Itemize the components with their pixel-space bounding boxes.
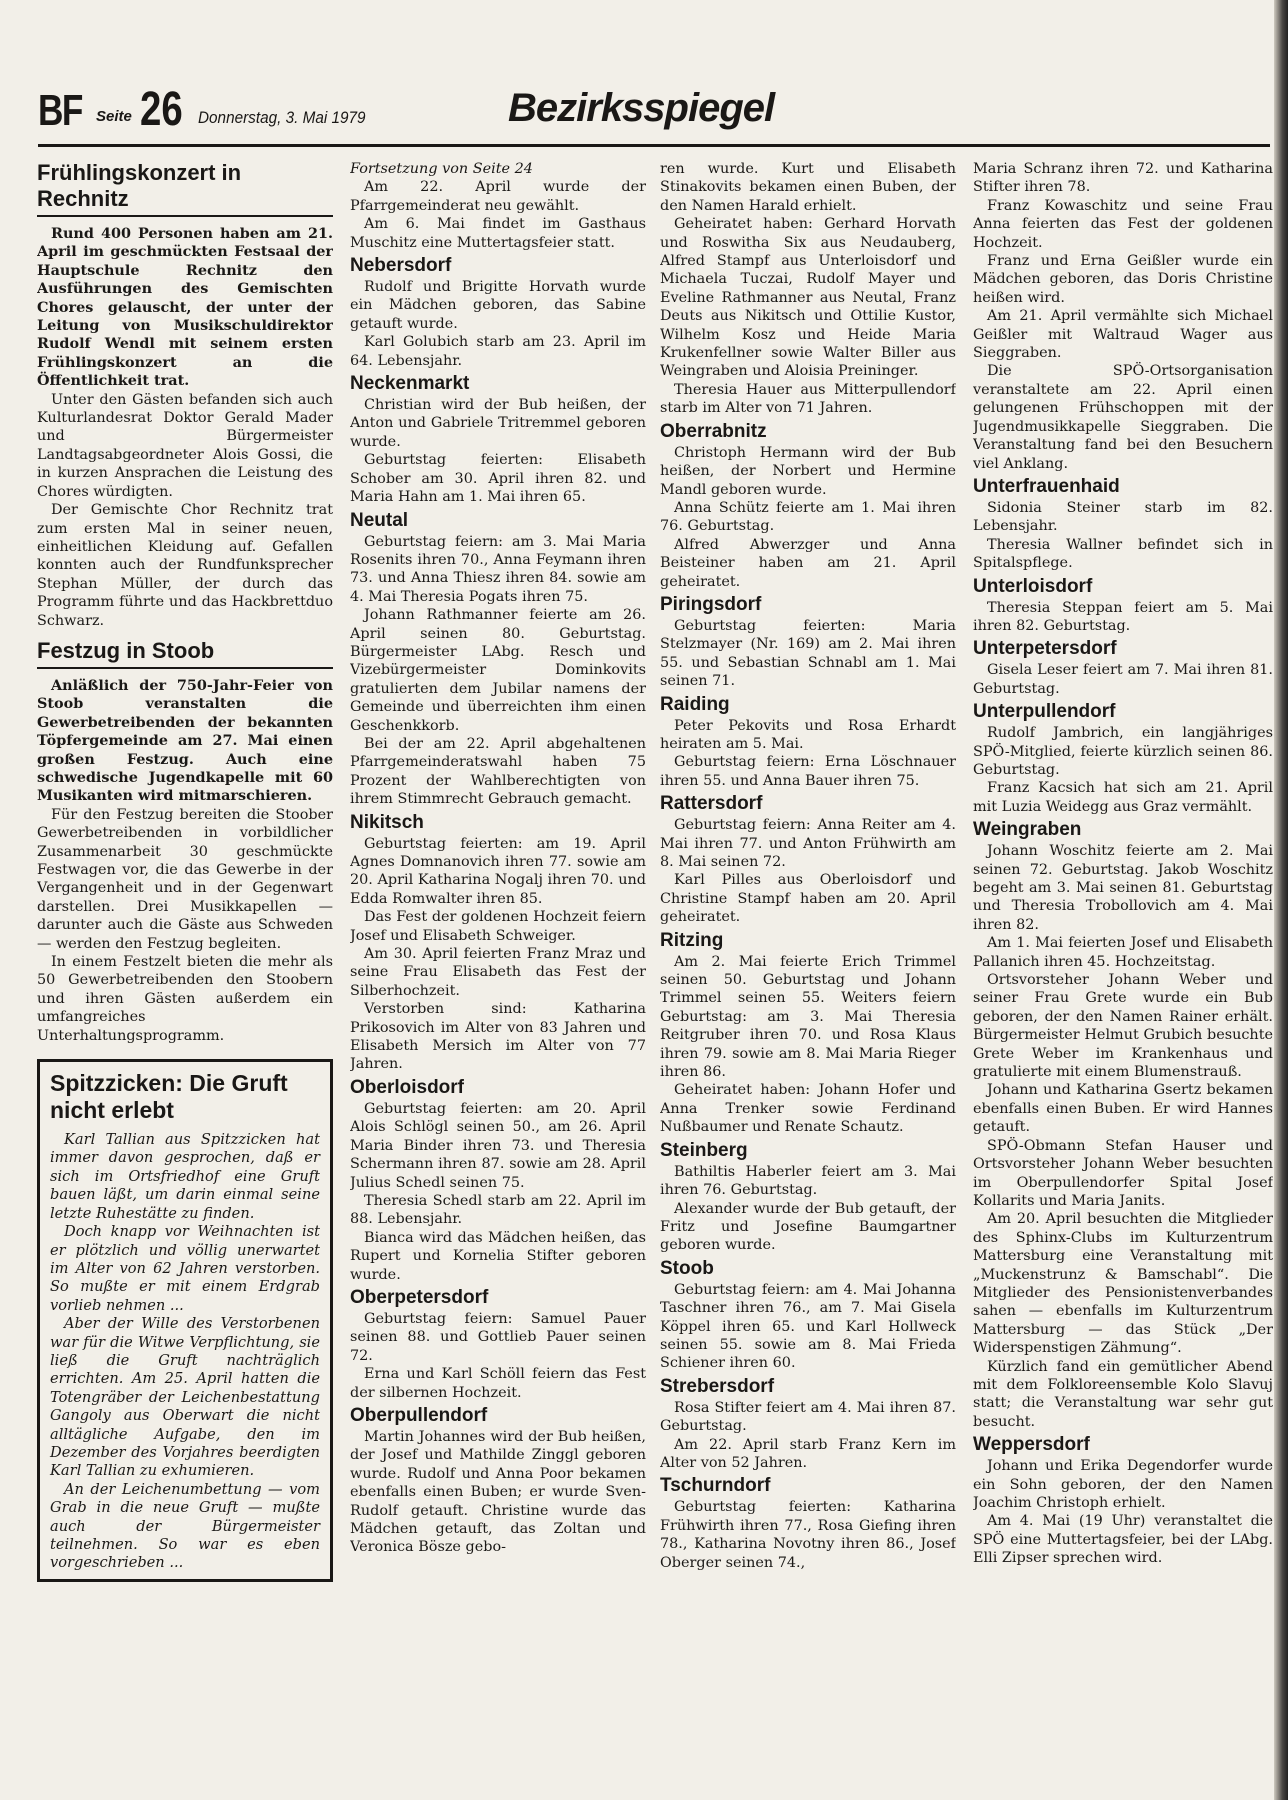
paragraph: Rudolf Jambrich, ein langjähriges SPÖ-Mitglied, feierte kürzlich seinen 86. Geburtstag. bbox=[973, 725, 1273, 778]
paragraph: Bathiltis Haberler feiert am 3. Mai ihren 76. Geburtstag. bbox=[660, 1163, 956, 1199]
paragraph: Geburtstag feierten: am 19. April Agnes Domnanovich ihren 77. sowie am 20. April Katharina Nogalj ihren 70. und Edda Romwalter ihren 85. bbox=[350, 835, 646, 907]
paragraph: Am 22. April starb Franz Kern im Alter von 52 Jahren. bbox=[660, 1436, 956, 1471]
locality-heading: Neutal bbox=[350, 509, 409, 531]
locality-heading: Nikitsch bbox=[350, 811, 424, 833]
paragraph: Karl Golubich starb am 23. April im 64. Lebensjahr. bbox=[350, 334, 646, 369]
paragraph: Franz und Erna Geißler wurde ein Mädchen geboren, das Doris Christine heißen wird. bbox=[973, 253, 1273, 306]
locality-heading: Raiding bbox=[660, 693, 730, 715]
paragraph: Bei der am 22. April abgehaltenen Pfarrgemeinderatswahl haben 75 Prozent der Wahlberechtigten von ihrem Stimmrecht Gebrauch gemacht. bbox=[350, 735, 646, 808]
paragraph: Bianca wird das Mädchen heißen, das Rupert und Kornelia Stifter geboren wurde. bbox=[350, 1229, 646, 1283]
column-3-articles bbox=[660, 160, 956, 1572]
column-1 bbox=[37, 160, 333, 1750]
paragraph: Die SPÖ-Ortsorganisation veranstaltete am 22. April einen gelungenen Frühschoppen mit der Jugendmusikkapelle Sieggraben. Die Veranstaltung fand bei den Besuchern viel Anklang. bbox=[973, 363, 1273, 472]
paragraph: Theresia Hauer aus Mitterpullendorf starb im Alter von 71 Jahren. bbox=[660, 381, 956, 417]
locality-heading: Tschurndorf bbox=[660, 1475, 771, 1497]
paragraph: Rosa Stifter feiert am 4. Mai ihren 87. Geburtstag. bbox=[660, 1399, 956, 1435]
lead-paragraph: Anläßlich der 750-Jahr-Feier von Stoob veranstalten die Gewerbetreibenden der bekannten Töpfergemeinde am 27. Mai einen großen Festzug. Auch eine schwedische Jugendkapelle mit 60 Musikanten wird mitmarschieren. bbox=[37, 676, 333, 805]
locality-heading: Oberpetersdorf bbox=[350, 1286, 489, 1308]
paragraph: Martin Johannes wird der Bub heißen, der Josef und Mathilde Zinggl geboren wurde. Rudolf und Anna Poor bekamen ebenfalls einen Buben; er wurde Sven-Rudolf getauft. Christine wurde das Mädchen getauft, das Zoltan und Veronica Bösze gebo- bbox=[350, 1428, 646, 1556]
lead-paragraph: Rund 400 Personen haben am 21. April im geschmückten Festsaal der Hauptschule Rechnitz den Ausführungen des Gemischten Chores gelauscht, der unter der Leitung von Musikschuldirektor Rudolf Wendl mit seinem ersten Frühlingskonzert an die Öffentlichkeit trat. bbox=[37, 225, 333, 390]
paragraph: Anna Schütz feierte am 1. Mai ihren 76. Geburtstag. bbox=[660, 499, 956, 535]
paragraph: Verstorben sind: Katharina Prikosovich im Alter von 83 Jahren und Elisabeth Mersich im Alter von 77 Jahren. bbox=[350, 1001, 646, 1073]
paragraph: In einem Festzelt bieten die mehr als 50 Gewerbetreibenden den Stoobern und ihren Gästen außerdem ein umfangreiches Unterhaltungsprogramm. bbox=[37, 954, 333, 1044]
boxed-article bbox=[37, 1059, 333, 1582]
locality-heading: Oberrabnitz bbox=[660, 420, 767, 442]
paragraph: Das Fest der goldenen Hochzeit feiern Josef und Elisabeth Schweiger. bbox=[350, 909, 646, 944]
paragraph: Geburtstag feiern: Erna Löschnauer ihren 55. und Anna Bauer ihren 75. bbox=[660, 754, 956, 789]
paragraph: Theresia Schedl starb am 22. April im 88. Lebensjahr. bbox=[350, 1192, 646, 1228]
column-3 bbox=[660, 160, 956, 1750]
locality-heading: Oberloisdorf bbox=[350, 1076, 465, 1098]
page-label: Seite bbox=[96, 108, 132, 125]
paragraph: Geburtstag feiern: am 3. Mai Maria Rosenits ihren 70., Anna Feymann ihren 73. und Anna Thiesz ihren 84. sowie am 4. Mai Theresia Pogats ihren 75. bbox=[350, 533, 646, 605]
locality-heading: Unterpullendorf bbox=[973, 701, 1116, 723]
paragraph: Johann und Erika Degendorfer wurde ein Sohn geboren, der den Namen Joachim Christoph erhielt. bbox=[973, 1458, 1273, 1511]
paragraph: Am 6. Mai findet im Gasthaus Muschitz eine Muttertagsfeier statt. bbox=[350, 216, 646, 251]
locality-heading: Piringsdorf bbox=[660, 593, 762, 615]
article-headline: Festzug in Stoob bbox=[37, 638, 333, 669]
boxed-paragraph: Aber der Wille des Verstorbenen war für die Witwe Verpflichtung, sie ließ die Gruft nachträglich errichten. Am 25. April hatten die Totengräber der Leichenbestattung Gangoly aus Oberwart die nicht alltägliche Aufgabe, den im Dezember des Vorjahres beerdigten Karl Tallian zu exhumieren. bbox=[50, 1315, 320, 1480]
paragraph: Am 4. Mai (19 Uhr) veranstaltet die SPÖ eine Muttertagsfeier, bei der LAbg. Elli Zipser sprechen wird. bbox=[973, 1513, 1273, 1567]
column-2-articles bbox=[350, 160, 646, 1557]
section-title: Bezirksspiegel bbox=[508, 86, 775, 130]
locality-heading: Stoob bbox=[660, 1257, 714, 1279]
paragraph: Für den Festzug bereiten die Stoober Gewerbetreibenden in vorbildlicher Zusammenarbeit 30 geschmückte Festwagen vor, die das Gewerbe in der Vergangenheit und in der Gegenwart darstellen. Drei Musikkapellen — darunter auch die Gäste aus Schweden — werden den Festzug begleiten. bbox=[37, 806, 333, 952]
article-headline: Frühlingskonzert in Rechnitz bbox=[37, 160, 333, 217]
paragraph: Am 21. April vermählte sich Michael Geißler mit Waltraud Wager aus Sieggraben. bbox=[973, 308, 1273, 362]
locality-heading: Unterloisdorf bbox=[973, 575, 1093, 597]
boxed-article-title: Spitzzicken: Die Gruft nicht erlebt bbox=[50, 1070, 288, 1124]
paragraph: Alfred Abwerzger und Anna Beisteiner haben am 21. April geheiratet. bbox=[660, 536, 956, 590]
newspaper-logo: BF bbox=[38, 86, 82, 135]
paragraph: Rudolf und Brigitte Horvath wurde ein Mädchen geboren, das Sabine getauft wurde. bbox=[350, 279, 646, 332]
paragraph: SPÖ-Obmann Stefan Hauser und Ortsvorsteher Johann Weber besuchten im Oberpullendorfer Spital Josef Kollarits und Maria Janits. bbox=[973, 1137, 1273, 1209]
column-2 bbox=[350, 160, 646, 1750]
paragraph: Geburtstag feierten: Elisabeth Schober am 30. April ihren 82. und Maria Hahn am 1. Mai ihren 65. bbox=[350, 452, 646, 506]
locality-heading: Weingraben bbox=[973, 819, 1082, 841]
paragraph: ren wurde. Kurt und Elisabeth Stinakovits bekamen einen Buben, der den Namen Harald erhielt. bbox=[660, 161, 956, 214]
locality-heading: Steinberg bbox=[660, 1139, 748, 1161]
locality-heading: Nebersdorf bbox=[350, 255, 452, 277]
column-1-articles bbox=[37, 160, 333, 1045]
paragraph: Erna und Karl Schöll feiern das Fest der silbernen Hochzeit. bbox=[350, 1366, 646, 1401]
paragraph: Alexander wurde der Bub getauft, der Fritz und Josefine Baumgartner geboren wurde. bbox=[660, 1200, 956, 1254]
paragraph: Peter Pekovits und Rosa Erhardt heiraten am 5. Mai. bbox=[660, 717, 956, 752]
locality-heading: Neckenmarkt bbox=[350, 373, 470, 395]
paragraph: Am 1. Mai feierten Josef und Elisabeth Pallanich ihren 45. Hochzeitstag. bbox=[973, 935, 1273, 970]
paragraph: Geburtstag feiern: Samuel Pauer seinen 88. und Gottlieb Pauer seinen 72. bbox=[350, 1310, 646, 1364]
locality-heading: Ritzing bbox=[660, 929, 724, 951]
column-4-articles bbox=[973, 160, 1273, 1568]
locality-heading: Oberpullendorf bbox=[350, 1404, 488, 1426]
paragraph: Christoph Hermann wird der Bub heißen, der Norbert und Hermine Mandl geboren wurde. bbox=[660, 444, 956, 498]
paragraph: Theresia Wallner befindet sich in Spitalspflege. bbox=[973, 536, 1273, 572]
paragraph: Geburtstag feierten: Maria Stelzmayer (Nr. 169) am 2. Mai ihren 55. und Sebastian Schnabl am 1. Mai seinen 71. bbox=[660, 617, 956, 690]
paragraph: Theresia Steppan feiert am 5. Mai ihren 82. Geburtstag. bbox=[973, 599, 1273, 634]
locality-heading: Unterfrauenhaid bbox=[973, 475, 1120, 497]
paragraph: Geburtstag feierten: am 20. April Alois Schlögl seinen 50., am 26. April Maria Binder ihren 73. und Theresia Schermann ihren 87. sowie am 28. April Julius Schedl seinen 75. bbox=[350, 1100, 646, 1191]
boxed-paragraph: Karl Tallian aus Spitzzicken hat immer davon gesprochen, daß er sich im Ortsfriedhof eine Gruft bauen läßt, um darin einmal seine letzte Ruhestätte zu finden. bbox=[50, 1131, 320, 1222]
locality-heading: Strebersdorf bbox=[660, 1375, 775, 1397]
continuation-note: Fortsetzung von Seite 24 bbox=[350, 161, 533, 177]
column-4 bbox=[973, 160, 1273, 1750]
masthead bbox=[38, 82, 1270, 147]
locality-heading: Unterpetersdorf bbox=[973, 638, 1117, 660]
paragraph: Am 22. April wurde der Pfarrgemeinderat neu gewählt. bbox=[350, 179, 646, 214]
paragraph: Franz Kowaschitz und seine Frau Anna feierten das Fest der goldenen Hochzeit. bbox=[973, 197, 1273, 251]
paragraph: Geheiratet haben: Gerhard Horvath und Roswitha Six aus Neudauberg, Alfred Stampf aus Unterloisdorf und Michaela Tuczai, Rudolf Mayer und Eveline Rathmanner aus Neutal, Franz Deuts aus Nikitsch und Ottilie Kustor, Wilhelm Kosz und Heide Maria Krukenfellner sowie Walter Biller aus Weingraben und Aloisia Preininger. bbox=[660, 216, 956, 380]
paragraph: Geheiratet haben: Johann Hofer und Anna Trenker sowie Ferdinand Nußbaumer und Renate Schautz. bbox=[660, 1082, 956, 1136]
paragraph: Der Gemischte Chor Rechnitz trat zum ersten Mal in seiner neuen, einheitlichen Kleidung auf. Gefallen konnten auch der Rundfunksprecher Stephan Müller, der durch das Programm führte und das Hackbrettduo Schwarz. bbox=[37, 502, 333, 629]
paragraph: Unter den Gästen befanden sich auch Kulturlandesrat Doktor Gerald Mader und Bürgermeister Landtagsabgeordneter Alois Gossi, die in kurzen Ansprachen die Leistung des Chores würdigten. bbox=[37, 391, 333, 500]
boxed-paragraph: Doch knapp vor Weihnachten ist er plötzlich und völlig unerwartet im Alter von 62 Jahren verstorben. So mußte er mit einem Erdgrab vorlieb nehmen ... bbox=[50, 1223, 320, 1314]
paragraph: Kürzlich fand ein gemütlicher Abend mit dem Folkloreensemble Kolo Slavuj statt; die Veranstaltung war sehr gut besucht. bbox=[973, 1358, 1273, 1430]
locality-heading: Weppersdorf bbox=[973, 1434, 1090, 1456]
locality-heading: Rattersdorf bbox=[660, 793, 763, 815]
paragraph: Gisela Leser feiert am 7. Mai ihren 81. Geburtstag. bbox=[973, 662, 1273, 697]
paragraph: Johann Rathmanner feierte am 26. April seinen 80. Geburtstag. Bürgermeister LAbg. Resch und Vizebürgermeister Dominkovits gratulierten dem Jubilar namens der Gemeinde und überreichten ihm einen Geschenkkorb. bbox=[350, 607, 646, 734]
paragraph: Geburtstag feiern: Anna Reiter am 4. Mai ihren 77. und Anton Frühwirth am 8. Mai seinen 72. bbox=[660, 817, 956, 870]
page-gutter-shadow bbox=[1274, 0, 1288, 1800]
paragraph: Am 30. April feierten Franz Mraz und seine Frau Elisabeth das Fest der Silberhochzeit. bbox=[350, 946, 646, 999]
paragraph: Am 2. Mai feierte Erich Trimmel seinen 50. Geburtstag und Johann Trimmel seinen 55. Weiters feiern Geburtstag: am 3. Mai Theresia Reitgruber ihren 70. und Rosa Klaus ihren 79. sowie am 8. Mai Maria Rieger ihren 86. bbox=[660, 953, 956, 1081]
paragraph: Johann und Katharina Gsertz bekamen ebenfalls einen Buben. Er wird Hannes getauft. bbox=[973, 1082, 1273, 1136]
paragraph: Maria Schranz ihren 72. und Katharina Stifter ihren 78. bbox=[973, 161, 1273, 196]
paragraph: Am 20. April besuchten die Mitglieder des Sphinx-Clubs im Kulturzentrum Mattersburg eine Veranstaltung mit „Muckenstrunz & Bamschabl“. Die Mitglieder des Pensionistenverbandes sahen — ebenfalls im Kulturzentrum Mattersburg — das Stück „Der Widerspenstigen Zähmung“. bbox=[973, 1211, 1273, 1357]
paragraph: Sidonia Steiner starb im 82. Lebensjahr. bbox=[973, 499, 1273, 535]
paragraph: Karl Pilles aus Oberloisdorf und Christine Stampf haben am 20. April geheiratet. bbox=[660, 872, 956, 926]
paragraph: Ortsvorsteher Johann Weber und seiner Frau Grete wurde ein Bub geboren, der den Namen Rainer erhält. Bürgermeister Helmut Grubich besuchte Grete Weber im Krankenhaus und gratulierte mit einem Blumenstrauß. bbox=[973, 972, 1273, 1081]
paragraph: Johann Woschitz feierte am 2. Mai seinen 72. Geburtstag. Jakob Woschitz begeht am 3. Mai seinen 81. Geburtstag und Theresia Trobollovich am 4. Mai ihren 82. bbox=[973, 843, 1273, 933]
paragraph: Geburtstag feierten: Katharina Frühwirth ihren 77., Rosa Giefing ihren 78., Katharina Novotny ihren 86., Josef Oberger seinen 74., bbox=[660, 1499, 956, 1571]
paragraph: Franz Kacsich hat sich am 21. April mit Luzia Weidegg aus Graz vermählt. bbox=[973, 780, 1273, 815]
boxed-paragraph: An der Leichenumbettung — vom Grab in die neue Gruft — mußte auch der Bürgermeister teilnehmen. So war es eben vorgeschrieben ... bbox=[50, 1480, 320, 1572]
issue-date: Donnerstag, 3. Mai 1979 bbox=[198, 108, 366, 127]
page-number: 26 bbox=[140, 83, 183, 136]
paragraph: Christian wird der Bub heißen, der Anton und Gabriele Tritremmel geboren wurde. bbox=[350, 397, 646, 450]
paragraph: Geburtstag feiern: am 4. Mai Johanna Taschner ihren 76., am 7. Mai Gisela Köppel ihren 65. und Karl Hollweck seinen 55. sowie am 8. Mai Frieda Schiener ihren 60. bbox=[660, 1281, 956, 1372]
